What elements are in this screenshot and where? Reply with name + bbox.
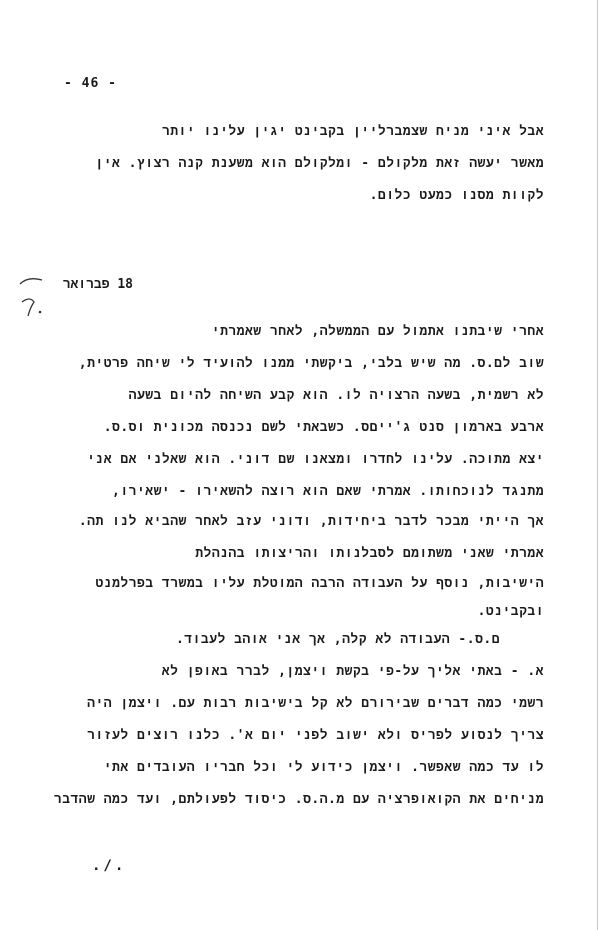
text-line: רשמי כמה דברים שבירורם לא קל בישיבות רבות עם. ויצמן היה <box>87 696 544 711</box>
text-line: אבל איני מניח שצמברליין בקבינט יגין עלינו יותר <box>161 124 544 139</box>
text-line: מתנגד לנוכחותו. אמרתי שאם הוא רוצה להשאירו - ישאירו, <box>112 484 544 499</box>
text-line: אך הייתי מבכר לדבר ביחידות, ודוני עזב לאחר שהביא לנו תה. <box>78 514 544 529</box>
continuation-mark: ./. <box>92 858 127 874</box>
dialogue-line: ם.ס.- העבודה לא קלה, אך אני אוהב לעבוד. <box>175 632 500 647</box>
date-heading: 18 פברואר <box>62 277 133 292</box>
handwritten-margin-mark <box>16 272 52 322</box>
text-line: צריך לנסוע לפריס ולא ישוב לפני יום א'. כלנו רוצים לעזור <box>87 728 544 743</box>
text-line: מניחים את הקואופרציה עם מ.ה.ס. כיסוד לפעולתם, ועד כמה שהדבר <box>53 792 544 807</box>
text-line: מאשר יעשה זאת מלקולם - ומלקולם הוא משענת קנה רצוץ. אין <box>95 156 544 171</box>
text-line: אמרתי שאני משתומם לסבלנותו והריצותו בהנהלת <box>195 546 544 561</box>
text-line: ובקבינט. <box>477 604 544 619</box>
text-line: אחרי שיבתנו אתמול עם הממשלה, לאחר שאמרתי <box>211 324 544 339</box>
text-line: לא רשמית, בשעה הרצויה לו. הוא קבע השיחה להיום בשעה <box>128 388 544 403</box>
text-line: לו עד כמה שאפשר. ויצמן כידוע לי וכל חבריו העובדים אתי <box>103 760 544 775</box>
scan-edge-line <box>597 0 598 930</box>
text-line: יצא מתוכה. עלינו לחדרו ומצאנו שם דוני. הוא שאלני אם אני <box>87 452 544 467</box>
text-line: ארבע בארמון סנט ג'ייםס. כשבאתי לשם נכנסה מכונית וס.ס. <box>103 420 544 435</box>
page-number: - 46 - <box>64 76 117 91</box>
text-line: הישיבות, נוסף על העבודה הרבה המוטלת עליו במשרד בפרלמנט <box>95 576 544 591</box>
text-line: לקוות מסנו כמעט כלום. <box>369 188 544 203</box>
text-line: א. - באתי אליך על-פי בקשת ויצמן, לברר באופן לא <box>161 664 544 679</box>
text-line: שוב לם.ס. מה שיש בלבי, ביקשתי ממנו להועיד לי שיחה פרטית, <box>78 356 544 371</box>
